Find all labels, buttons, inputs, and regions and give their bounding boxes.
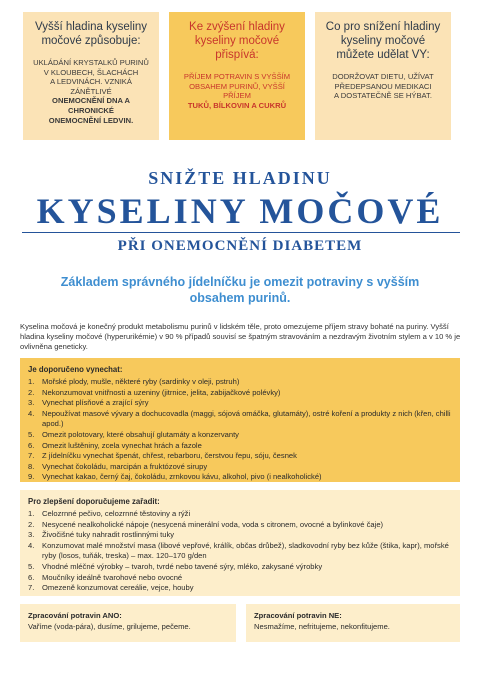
list-item	[28, 583, 452, 594]
info-box-text	[175, 72, 299, 110]
info-box-actions	[315, 12, 451, 140]
list-item-text: Vynechat kakao, černý čaj, čokoládu, zrnkovou kávu, alkohol, pivo (i nealkoholické)	[42, 472, 322, 482]
list-item-number: 5.	[28, 429, 35, 439]
info-box-line: TUKŮ, BÍLKOVIN A CUKRŮ	[187, 100, 287, 110]
list-item	[28, 509, 452, 520]
info-box-line: ONEMOCNĚNÍ LEDVIN.	[48, 115, 134, 125]
panel-include-title: Pro zlepšení doporučujeme zařadit:	[28, 497, 160, 506]
list-item-number: 4.	[28, 408, 35, 418]
list-item-text: Vynechat plísňové a zrající sýry	[42, 398, 149, 408]
list-item	[28, 541, 452, 562]
info-box-text	[29, 58, 153, 125]
list-item	[28, 451, 452, 462]
list-item	[28, 462, 452, 473]
list-item-text: Omezit polotovary, které obsahují glutamáty a konzervanty	[42, 429, 239, 439]
list-item-number: 9.	[28, 472, 35, 482]
panel-avoid-title: Je doporučeno vynechat:	[28, 365, 123, 374]
processing-yes-title: Zpracování potravin ANO:	[28, 611, 122, 620]
list-item	[28, 388, 452, 399]
list-item-text: Omezeně konzumovat cereálie, vejce, houby	[42, 583, 194, 593]
list-item-text: Moučníky ideálně tvarohové nebo ovocné	[42, 572, 183, 582]
list-item-number: 6.	[28, 440, 35, 450]
list-item-text: Z jídelníčku vynechat špenát, chřest, rebarboru, čerstvou řepu, sóju, česnek	[42, 451, 297, 461]
info-box-title: Co pro snížení hladiny kyseliny močové můžete udělat VY:	[325, 21, 441, 61]
headline	[0, 168, 480, 231]
headline-big: KYSELINY MOČOVÉ	[36, 191, 444, 231]
list-item-text: Nesycené nealkoholické nápoje (nesycená minerální voda, voda s citronem, ovocné a bylinkové čaje)	[42, 519, 384, 529]
processing-yes-box	[20, 604, 236, 642]
list-item-number: 3.	[28, 398, 35, 408]
list-item-number: 3.	[28, 530, 35, 540]
info-box-title: Vyšší hladina kyseliny močové způsobuje:	[34, 21, 148, 47]
list-item-number: 1.	[28, 509, 35, 518]
headline-sub: PŘI ONEMOCNĚNÍ DIABETEM	[117, 238, 363, 254]
processing-yes-text: Vaříme (voda-pára), dusíme, grilujeme, pečeme.	[28, 622, 191, 631]
list-item	[28, 520, 452, 531]
processing-no-text: Nesmažíme, nefritujeme, nekonfitujeme.	[254, 622, 390, 631]
list-item	[28, 377, 452, 388]
list-item-text: Nepoužívat masové vývary a dochucovadla (maggi, sójová omáčka, glutamáty), ostré koření a produkty z nich (křen, chilli apod.)	[42, 408, 451, 429]
list-item-text: Mořské plody, mušle, některé ryby (sardinky v oleji, pstruh)	[42, 377, 240, 386]
list-item	[28, 430, 452, 441]
info-box-line: PŘÍJEM POTRAVIN S VYŠŠÍM	[183, 72, 291, 81]
list-item	[28, 441, 452, 452]
headline-small: SNIŽTE HLADINU	[148, 168, 332, 188]
list-item-text: Živočišné tuky nahradit rostlinnými tuky	[42, 530, 175, 540]
info-box-line: UKLÁDÁNÍ KRYSTALKŮ PURINŮ	[33, 58, 149, 67]
list-item-text: Nekonzumovat vnitřnosti a uzeniny (jitrnice, jelita, zabijačkové polévky)	[42, 387, 281, 397]
list-item-number: 2.	[28, 387, 35, 397]
list-item-number: 2.	[28, 519, 35, 529]
panel-avoid-list	[28, 377, 452, 483]
panel-avoid	[20, 358, 460, 482]
processing-no-title: Zpracování potravin NE:	[254, 611, 342, 620]
intro-paragraph: Kyselina močová je konečný produkt metabolismu purinů v lidském těle, proto omezujeme příjem stravy bohaté na puriny. Vyšší hladina kyseliny močové (hyperurikémie) v 90 % případů souvisí se špatným stravováním a nezdravým životním stylem a v 10 % je ovlivněna geneticky.	[20, 322, 461, 351]
info-box-line: PŘEDEPSANOU MEDIKACI	[334, 81, 432, 91]
list-item	[28, 573, 452, 584]
info-box-line: OBSAHEM PURINŮ, VYŠŠÍ PŘÍJEM	[189, 81, 285, 101]
list-item	[28, 409, 452, 430]
list-item-number: 1.	[28, 377, 35, 386]
info-boxes-row	[23, 12, 451, 140]
list-item-number: 7.	[28, 583, 35, 593]
list-item-text: Konzumovat malé množství masa (libové vepřové, králík, občas drůbež), sladkovodní ryby bez kůže (štika, kapr), mořské ryby (losos, tuňák, treska) – max. 120–170 g/den	[42, 540, 449, 561]
info-box-line: A LEDVINÁCH. VZNIKÁ ZÁNĚTLIVÉ	[50, 77, 132, 96]
list-item	[28, 562, 452, 573]
lead-paragraph: Základem správného jídelníčku je omezit potraviny s vyšším obsahem purinů.	[60, 275, 420, 305]
list-item-number: 4.	[28, 540, 35, 550]
panel-include-list	[28, 509, 452, 594]
list-item	[28, 398, 452, 409]
list-item-text: Vynechat čokoládu, marcipán a fruktózové sirupy	[42, 461, 208, 471]
headline-divider	[22, 232, 460, 233]
info-box-line: V KLOUBECH, ŠLACHÁCH	[43, 67, 139, 77]
list-item-text: Celozrnné pečivo, celozrnné těstoviny a rýži	[42, 509, 191, 518]
info-box-line: DODRŽOVAT DIETU, UŽÍVAT	[332, 72, 434, 81]
list-item-text: Vhodné mléčné výrobky – tvaroh, tvrdé nebo tavené sýry, mléko, zakysané výrobky	[42, 561, 323, 571]
list-item	[28, 472, 452, 483]
info-box-line: A DOSTATEČNĚ SE HÝBAT.	[334, 91, 432, 101]
info-box-line: ONEMOCNĚNÍ DNA A CHRONICKÉ	[52, 96, 130, 115]
panel-include	[20, 490, 460, 596]
list-item-number: 6.	[28, 572, 35, 582]
list-item	[28, 530, 452, 541]
list-item-number: 5.	[28, 561, 35, 571]
info-box-contributors	[169, 12, 305, 140]
processing-no-box	[246, 604, 460, 642]
info-box-text	[321, 72, 445, 101]
info-box-title: Ke zvýšení hladiny kyseliny močové přispívá:	[189, 21, 285, 61]
list-item-number: 7.	[28, 451, 35, 461]
list-item-text: Omezit luštěniny, zcela vynechat hrách a fazole	[42, 440, 202, 450]
list-item-number: 8.	[28, 461, 35, 471]
info-box-causes	[23, 12, 159, 140]
